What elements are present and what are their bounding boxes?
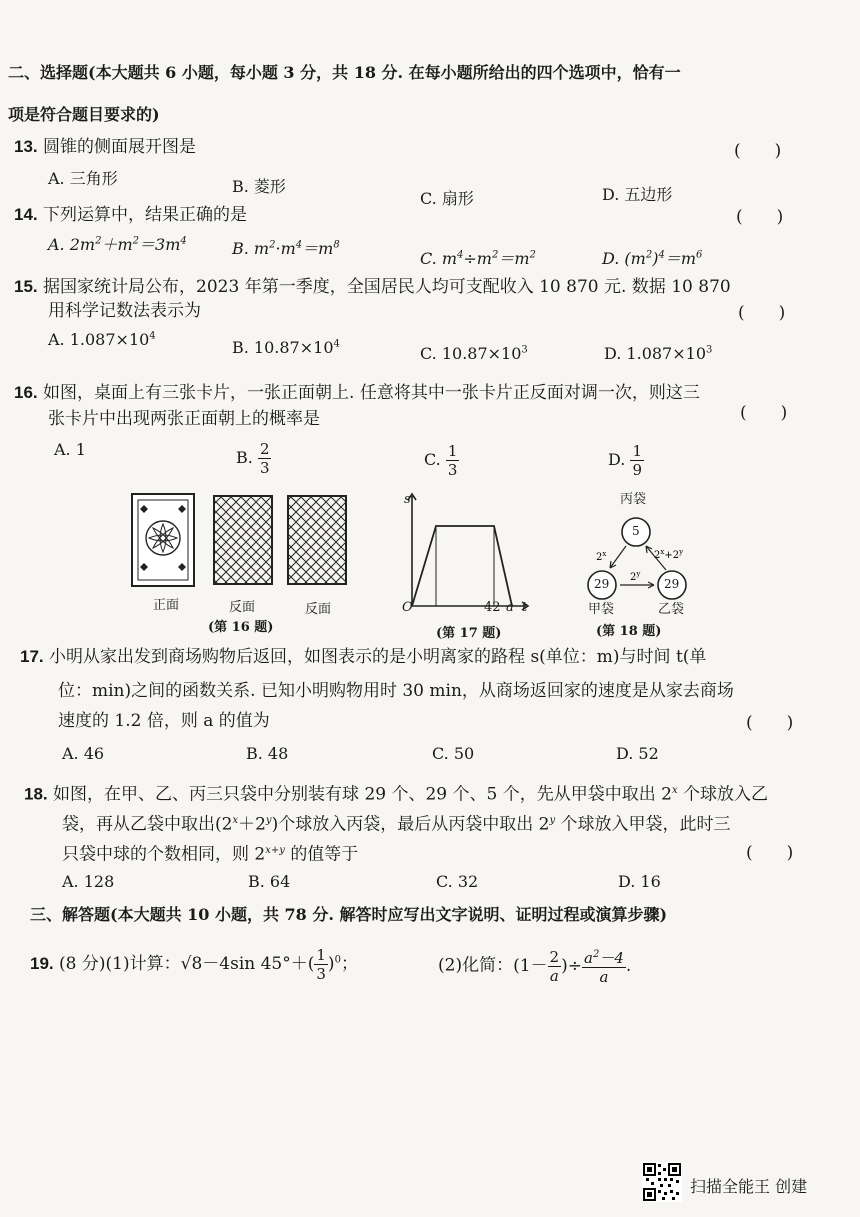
- qr-code-icon: [642, 1162, 682, 1202]
- fraction: $\frac{1}{3}$: [447, 442, 458, 479]
- card-back-label-2: 反面: [305, 602, 332, 617]
- question-number: 19.: [30, 954, 54, 973]
- question-number: 17.: [20, 647, 44, 666]
- question-19-part2: (2)化简：(1－ $\frac{2}{a}$ )÷ $\frac{a^2-4}{a}$ .: [438, 947, 632, 986]
- answer-blank-16: ( ): [740, 403, 788, 423]
- question-17-line2: 位：min)之间的函数关系. 已知小明购物用时 30 min，从商场返回家的速度是从家去商场: [58, 681, 734, 701]
- question-16: [14, 382, 700, 404]
- axis-label-t: t: [522, 600, 528, 615]
- question-number: 15.: [14, 277, 38, 296]
- svg-text:2x+2y: $2^x+2^y$: [654, 548, 684, 561]
- figure-caption-18: (第 18 题): [596, 624, 662, 639]
- q13-option-b: B. 菱形: [232, 177, 286, 196]
- question-number: 16.: [14, 383, 38, 402]
- axis-label-s: s: [404, 492, 411, 507]
- question-stem: 下列运算中，结果正确的是: [43, 205, 248, 225]
- question-18-line2: 袋，再从乙袋中取出$(2^x+2^y)$个球放入丙袋，最后从丙袋中取出 2$^y$ 个球放入甲袋，此时三: [62, 814, 731, 835]
- cards-figure: [126, 492, 366, 590]
- q15-option-b: B. $10.87\times 10^4$: [232, 338, 340, 357]
- question-number: 13.: [14, 137, 38, 156]
- q13-option-d: D. 五边形: [602, 185, 673, 204]
- scanner-watermark: 扫描全能王 创建: [690, 1177, 808, 1196]
- q16-option-d: D. $\frac{1}{9}$: [608, 442, 642, 479]
- bag-b-count: 29: [664, 577, 680, 591]
- answer-blank-13: ( ): [734, 141, 782, 161]
- q19-expression-1: √8－4sin 45°＋( $\frac{1}{3}$ )$^0$；: [180, 946, 358, 983]
- question-14: [14, 204, 247, 226]
- bag-a-count: 29: [594, 577, 610, 591]
- question-15: [14, 276, 731, 298]
- q19-expression-2: (1－ $\frac{2}{a}$ )÷ $\frac{a^2-4}{a}$ .: [513, 947, 632, 986]
- bag-b-label: 乙袋: [658, 602, 685, 617]
- card-back-2: [288, 496, 346, 584]
- card-front: [132, 494, 194, 586]
- answer-blank-14: ( ): [736, 207, 784, 227]
- card-front-label: 正面: [153, 598, 180, 613]
- section-heading-choice: 二、选择题(本大题共 6 小题，每小题 3 分，共 18 分. 在每小题所给出的四个选项中，恰有一: [8, 63, 681, 82]
- q13-option-c: C. 扇形: [420, 189, 474, 208]
- q14-option-b: B. $m^2\cdot m^4=m^8$: [232, 239, 340, 258]
- question-18: 18. 如图，在甲、乙、丙三只袋中分别装有球 29 个、29 个、5 个，先从甲袋中取出 2$^x$ 个球放入乙: [24, 784, 769, 805]
- section-heading-choice-line2: 项是符合题目要求的): [8, 105, 160, 124]
- bag-c-label: 丙袋: [620, 492, 647, 507]
- origin-label: O: [402, 600, 413, 615]
- section-heading-answer: 三、解答题(本大题共 10 小题，共 78 分. 解答时应写出文字说明、证明过程或演算步骤): [30, 905, 668, 924]
- fraction: $\frac{2}{3}$: [259, 440, 270, 477]
- q17-option-c: C. 50: [432, 744, 475, 763]
- question-stem: 如图，桌面上有三张卡片，一张正面朝上. 任意将其中一张卡片正反面对调一次，则这三: [43, 383, 700, 403]
- q16-option-a: A. 1: [54, 440, 86, 459]
- answer-blank-15: ( ): [738, 303, 786, 323]
- q16-option-b: B. $\frac{2}{3}$: [236, 440, 270, 477]
- figure-caption-17: (第 17 题): [436, 626, 502, 641]
- q13-option-a: A. 三角形: [48, 169, 118, 188]
- q14-option-c: C. $m^4\div m^2=m^2$: [420, 249, 536, 268]
- tick-label-a: a: [506, 600, 514, 615]
- question-number: 14.: [14, 205, 38, 224]
- q15-option-c: C. $10.87\times 10^3$: [420, 344, 528, 363]
- question-17-line3: 速度的 1.2 倍，则 a 的值为: [58, 711, 270, 731]
- bag-a-label: 甲袋: [588, 602, 615, 617]
- card-back-label-1: 反面: [229, 600, 256, 615]
- figure-caption-16: (第 16 题): [208, 620, 274, 635]
- question-stem: 小明从家出发到商场购物后返回，如图表示的是小明离家的路程 s(单位：m)与时间 t(单: [49, 647, 707, 667]
- question-16-line2: 张卡片中出现两张正面朝上的概率是: [48, 409, 320, 429]
- question-stem: 据国家统计局公布，2023 年第一季度，全国居民人均可支配收入 10 870 元. 数据 10 870: [43, 277, 731, 297]
- question-18-line3: 只袋中球的个数相同，则 $2^{x+y}$ 的值等于: [62, 844, 359, 865]
- q15-option-a: A. $1.087\times 10^4$: [48, 330, 156, 349]
- question-19: 19. (8 分)(1)计算：√8－4sin 45°＋( $\frac{1}{3}$ )$^0$；: [30, 946, 358, 983]
- question-stem: 圆锥的侧面展开图是: [43, 137, 197, 157]
- fraction: $\frac{1}{9}$: [632, 442, 642, 479]
- q14-option-a: A. $2m^2+m^2=3m^4$: [48, 235, 187, 254]
- question-13: [14, 136, 196, 158]
- graph-line: [412, 526, 512, 606]
- q16-option-c: C. $\frac{1}{3}$: [424, 442, 458, 479]
- svg-text:2x: 2$^x$: [596, 550, 607, 563]
- q18-option-c: C. 32: [436, 872, 479, 891]
- q14-option-d: D. $(m^2)^4=m^6$: [602, 249, 703, 268]
- answer-blank-18: ( ): [746, 843, 794, 863]
- q17-option-d: D. 52: [616, 744, 659, 763]
- distance-time-graph: [396, 488, 536, 618]
- question-15-line2: 用科学记数法表示为: [48, 301, 201, 321]
- q18-option-d: D. 16: [618, 872, 661, 891]
- q18-option-b: B. 64: [248, 872, 291, 891]
- q18-option-a: A. 128: [62, 872, 115, 891]
- answer-blank-17: ( ): [746, 713, 794, 733]
- bag-c-count: 5: [632, 524, 640, 538]
- q15-option-d: D. $1.087\times 10^3$: [604, 344, 713, 363]
- q17-option-b: B. 48: [246, 744, 289, 763]
- tick-label-42: 42: [484, 600, 501, 615]
- card-back-1: [214, 496, 272, 584]
- question-17: [20, 646, 706, 668]
- q17-option-a: A. 46: [62, 744, 105, 763]
- svg-text:2y: 2$^y$: [630, 570, 641, 583]
- question-number: 18.: [24, 784, 48, 804]
